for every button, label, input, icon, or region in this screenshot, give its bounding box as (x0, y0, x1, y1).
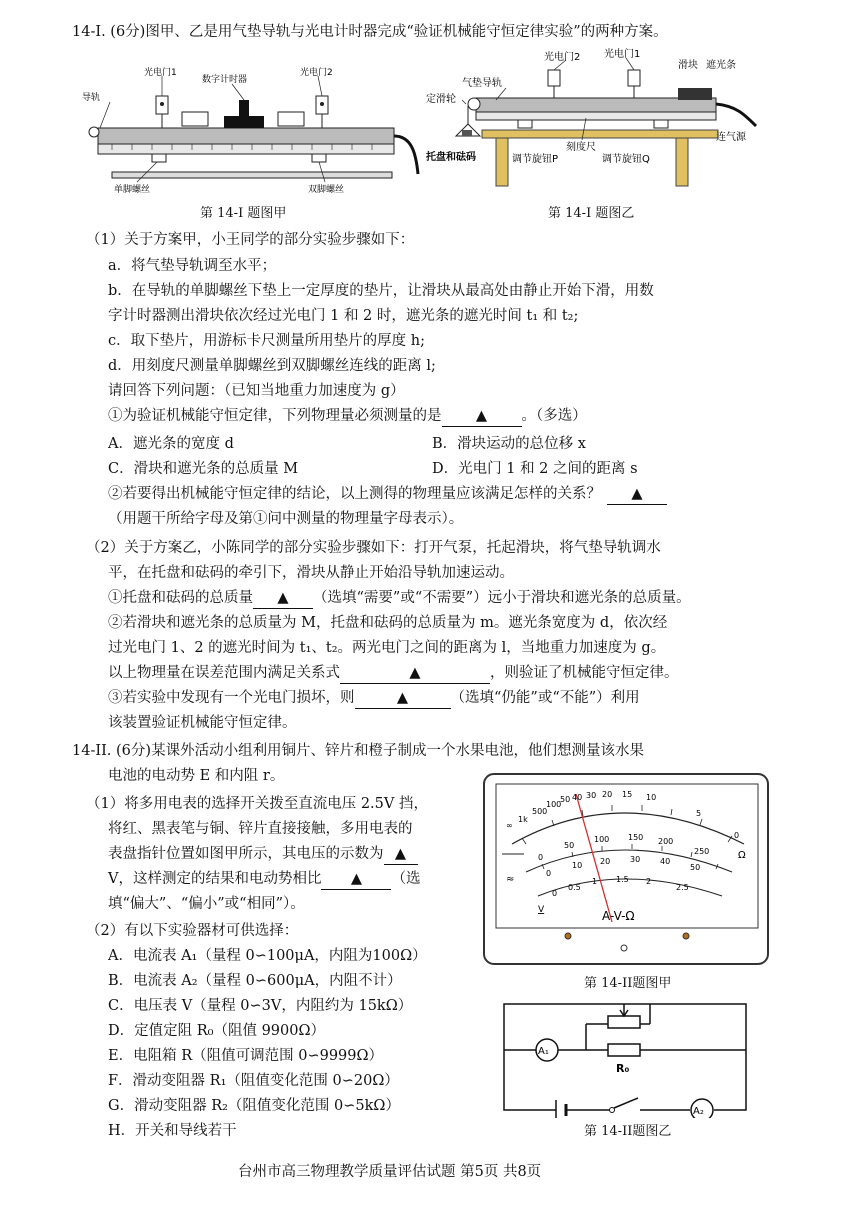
switch-contact (610, 1108, 615, 1113)
ohm-tick-inf: ∞ (506, 821, 513, 830)
q14ii-intro1: 14-II. (6分)某课外活动小组利用铜片、锌片和橙子制成一个水果电池，他们想测量该水果 (72, 743, 645, 759)
p2-q1 (108, 588, 691, 609)
p2-q2-line3 (108, 663, 679, 684)
yi-air-hose (716, 104, 756, 126)
p2-q3-pre: ③若实验中发现有一个光电门损坏，则 (108, 690, 355, 706)
label-air-source: 连气源 (716, 132, 746, 143)
q14ii-p1-l4-pre: V，这样测定的结果和电动势相比 (108, 871, 322, 887)
q14ii-p1-l4-post: （选 (391, 871, 421, 887)
dc2-tick-40: 40 (660, 857, 671, 866)
p2-q1-post: （选填“需要”或“不需要”）远小于滑块和遮光条的总质量。 (313, 590, 691, 606)
option-a: A．遮光条的宽度 d (108, 436, 234, 452)
equipment-item-c: C．电压表 V（量程 0∽3V，内阻约为 15kΩ） (108, 998, 413, 1014)
q14i-intro: 14-I. (6分)图甲、乙是用气垫导轨与光电计时器完成“验证机械能守恒定律实验”的两种方案。 (72, 24, 668, 40)
p1-q2-line1: ②若要得出机械能守恒定律的结论，以上测得的物理量应该满足怎样的关系？ (108, 486, 601, 502)
ohm-tick-5: 5 (696, 809, 702, 818)
air-hose (394, 136, 418, 174)
rail-body (98, 128, 394, 144)
label-a1: A₁ (538, 1046, 549, 1057)
ohm-symbol: Ω (738, 850, 746, 861)
option-d: D．光电门 1 和 2 之间的距离 s (432, 461, 638, 477)
p1-step-b1: b．在导轨的单脚螺丝下垫上一定厚度的垫片，让滑块从最高处由静止开始下滑，用数 (108, 283, 654, 299)
label-yi-gate1: 光电门1 (604, 49, 641, 60)
answer-blank-p2q3[interactable]: ▲ (355, 688, 451, 709)
ac-tick-25: 2.5 (676, 883, 689, 892)
ohm-tick-50: 50 (560, 795, 571, 804)
page-footer: 台州市高三物理教学质量评估试题 第5页 共8页 (238, 1164, 542, 1180)
option-c: C．滑块和遮光条的总质量 M (108, 461, 299, 477)
p1-q1-post: 。（多选） (521, 408, 587, 424)
dc-tick-200: 200 (658, 837, 674, 846)
q14ii-intro2: 电池的电动势 E 和内阻 r。 (108, 768, 285, 784)
ohm-tick-100: 100 (546, 800, 562, 809)
dc2-tick-10: 10 (572, 861, 583, 870)
answer-blank-compare[interactable]: ▲ (321, 869, 391, 890)
ac-symbol: ≈ (506, 874, 515, 885)
answer-blank-p2q2[interactable]: ▲ (340, 663, 490, 684)
equipment-item-b: B．电流表 A₂（量程 0∽600μA，内阻不计） (108, 973, 402, 989)
label-pulley: 定滑轮 (426, 94, 456, 105)
switch-lever (614, 1098, 638, 1108)
dc-v-symbol: V (538, 905, 545, 915)
table-leg-right (676, 138, 688, 186)
ohm-tick-15: 15 (622, 790, 633, 799)
p2-q1-pre: ①托盘和砝码的总质量 (108, 590, 253, 606)
p2-q2-line3-pre: 以上物理量在误差范围内满足关系式 (108, 665, 340, 681)
dc-tick-0: 0 (538, 853, 544, 862)
equipment-item-g: G．滑动变阻器 R₂（阻值变化范围 0∽5kΩ） (108, 1098, 400, 1114)
meter-center-label: A-V-Ω (602, 909, 635, 923)
yi-scale (476, 112, 716, 120)
figure-yi-air-track (426, 44, 766, 194)
table-leg-left (496, 138, 508, 186)
ohm-tick-40: 40 (572, 793, 583, 802)
dc2-tick-20: 20 (600, 857, 611, 866)
figure-jia-air-track (82, 64, 422, 204)
yi-gate1 (628, 70, 640, 86)
fig-jia-caption: 第 14-I 题图甲 (200, 206, 287, 221)
base-plate (112, 172, 392, 178)
equipment-item-h: H．开关和导线若干 (108, 1123, 237, 1139)
ac-tick-05: 0.5 (568, 883, 581, 892)
p1-step-b2: 字计时器测出滑块依次经过光电门 1 和 2 时，遮光条的遮光时间 t₁ 和 t₂; (108, 308, 579, 324)
ohm-tick-1k: 1k (518, 815, 528, 824)
p2-q2-line2: 过光电门 1、2 的遮光时间为 t₁、t₂。两光电门之间的距离为 l，当地重力加速度为 g。 (108, 640, 666, 656)
ohm-tick-500: 500 (532, 807, 548, 816)
dc2-tick-50: 50 (690, 863, 701, 872)
q14ii-p1-l2: 将红、黑表笔与铜、锌片直接接触，多用电表的 (108, 821, 413, 837)
answer-blank-p1q2[interactable]: ▲ (607, 484, 667, 505)
ohm-tick-10: 10 (646, 793, 657, 802)
q14ii-p1-l1: （1）将多用电表的选择开关拨至直流电压 2.5V 挡， (86, 796, 428, 812)
p2-intro1: （2）关于方案乙，小陈同学的部分实验步骤如下：打开气泵，托起滑块，将气垫导轨调水 (86, 540, 661, 556)
meter-caption: 第 14-II题图甲 (584, 976, 672, 991)
answer-blank-voltage[interactable]: ▲ (384, 844, 418, 865)
label-air-rail: 气垫导轨 (462, 78, 502, 89)
resistor-r0 (608, 1044, 640, 1056)
ac-tick-1: 1 (592, 877, 598, 886)
dc-tick-250: 250 (694, 847, 710, 856)
p2-q2-line1: ②若滑块和遮光条的总质量为 M，托盘和砝码的总质量为 m。遮光条宽度为 d，依次经 (108, 615, 668, 631)
dc2-tick-30: 30 (630, 855, 641, 864)
label-timer: 数字计时器 (202, 75, 248, 85)
double-screw (312, 154, 326, 162)
ac-tick-15: 1.5 (616, 875, 629, 884)
label-tray: 托盘和砝码 (426, 152, 476, 163)
left-screw-icon (565, 933, 571, 939)
p2-q3 (108, 688, 640, 709)
single-screw (152, 154, 166, 162)
timer-box-right (278, 112, 304, 126)
shade-bar (239, 100, 249, 118)
p1-step-a: a．将气垫导轨调至水平； (108, 258, 277, 274)
equipment-item-e: E．电阻箱 R（阻值可调范围 0∽9999Ω） (108, 1048, 384, 1064)
dc-tick-50: 50 (564, 841, 575, 850)
ohm-tick-30: 30 (586, 791, 597, 800)
q14ii-p1-l3-pre: 表盘指针位置如图甲所示，其电压的示数为 (108, 846, 384, 862)
ac-tick-2: 2 (646, 877, 652, 886)
meter-dial-window (496, 784, 758, 928)
p2-intro2: 平，在托盘和砝码的牵引下，滑块从静止开始沿导轨加速运动。 (108, 565, 514, 581)
label-slider: 滑块 (678, 60, 698, 71)
equipment-item-f: F．滑动变阻器 R₁（阻值变化范围 0∽20Ω） (108, 1073, 399, 1089)
q14ii-p1-l3 (108, 844, 418, 865)
end-knob (89, 127, 99, 137)
label-shade: 遮光条 (706, 60, 736, 71)
p1-q1-pre: ①为验证机械能守恒定律，下列物理量必须测量的是 (108, 408, 442, 424)
zero-adjust-icon (621, 945, 627, 951)
figure-circuit (500, 994, 750, 1118)
p1-intro: （1）关于方案甲，小王同学的部分实验步骤如下： (86, 232, 415, 248)
q14ii-p2-intro: （2）有以下实验器材可供选择： (86, 923, 299, 939)
knob-q (654, 120, 668, 128)
ac-tick-0: 0 (552, 889, 558, 898)
fig-yi-caption: 第 14-I 题图乙 (548, 206, 635, 221)
label-gate2: 光电门2 (300, 68, 333, 78)
label-gate1: 光电门1 (144, 68, 177, 78)
p2-q3-line2: 该装置验证机械能守恒定律。 (108, 715, 297, 731)
label-scale: 刻度尺 (566, 142, 596, 153)
p1-step-c: c．取下垫片，用游标卡尺测量所用垫片的厚度 h; (108, 333, 425, 349)
label-single-screw: 单脚螺丝 (114, 185, 151, 195)
yi-gate2 (548, 70, 560, 86)
label-knob-q: 调节旋钮Q (602, 154, 650, 165)
label-knob-p: 调节旋钮P (512, 154, 559, 165)
p1-step-d: d．用刻度尺测量单脚螺丝到双脚螺丝连线的距离 l; (108, 358, 436, 374)
p2-q3-post: （选填“仍能”或“不能”）利用 (450, 690, 640, 706)
ohm-tick-20: 20 (602, 790, 613, 799)
rheostat (608, 1016, 640, 1028)
timer-box-left (182, 112, 208, 126)
label-double-screw: 双脚螺丝 (308, 185, 345, 195)
circuit-caption: 第 14-II题图乙 (584, 1124, 672, 1139)
answer-blank-p1q1[interactable]: ▲ (442, 406, 522, 427)
equipment-item-d: D．定值定阻 R₀（阻值 9900Ω） (108, 1023, 325, 1039)
option-b: B．滑块运动的总位移 x (432, 436, 586, 452)
figure-multimeter (482, 772, 772, 968)
yi-slider (678, 88, 712, 100)
equipment-item-a: A．电流表 A₁（量程 0∽100μA，内阻为100Ω） (108, 948, 427, 964)
label-rail: 导轨 (82, 93, 101, 103)
p1-q2-line2: （用题干所给字母及第①问中测量的物理量字母表示）。 (108, 511, 464, 527)
p1-q1 (108, 406, 587, 427)
dc2-tick-0: 0 (546, 869, 552, 878)
label-r0: R₀ (616, 1062, 630, 1075)
label-a2: A₂ (693, 1106, 704, 1117)
p1-q2 (108, 484, 667, 505)
dc-tick-150: 150 (628, 833, 644, 842)
p2-q2-line3-post: ，则验证了机械能守恒定律。 (490, 665, 679, 681)
label-yi-gate2: 光电门2 (544, 52, 581, 63)
rail-scale (98, 144, 394, 154)
right-screw-icon (683, 933, 689, 939)
q14ii-p1-l4 (108, 869, 420, 890)
dc-tick-100: 100 (594, 835, 610, 844)
pulley (468, 98, 480, 110)
ohm-tick-0: 0 (734, 831, 740, 840)
knob-p (518, 120, 532, 128)
answer-blank-p2q1[interactable]: ▲ (253, 588, 313, 609)
q14ii-p1-l5: 填“偏大”、“偏小”或“相同”）。 (108, 896, 305, 912)
table-top (482, 130, 718, 138)
air-rail (476, 98, 716, 112)
p1-ask: 请回答下列问题：（已知当地重力加速度为 g） (108, 383, 405, 399)
